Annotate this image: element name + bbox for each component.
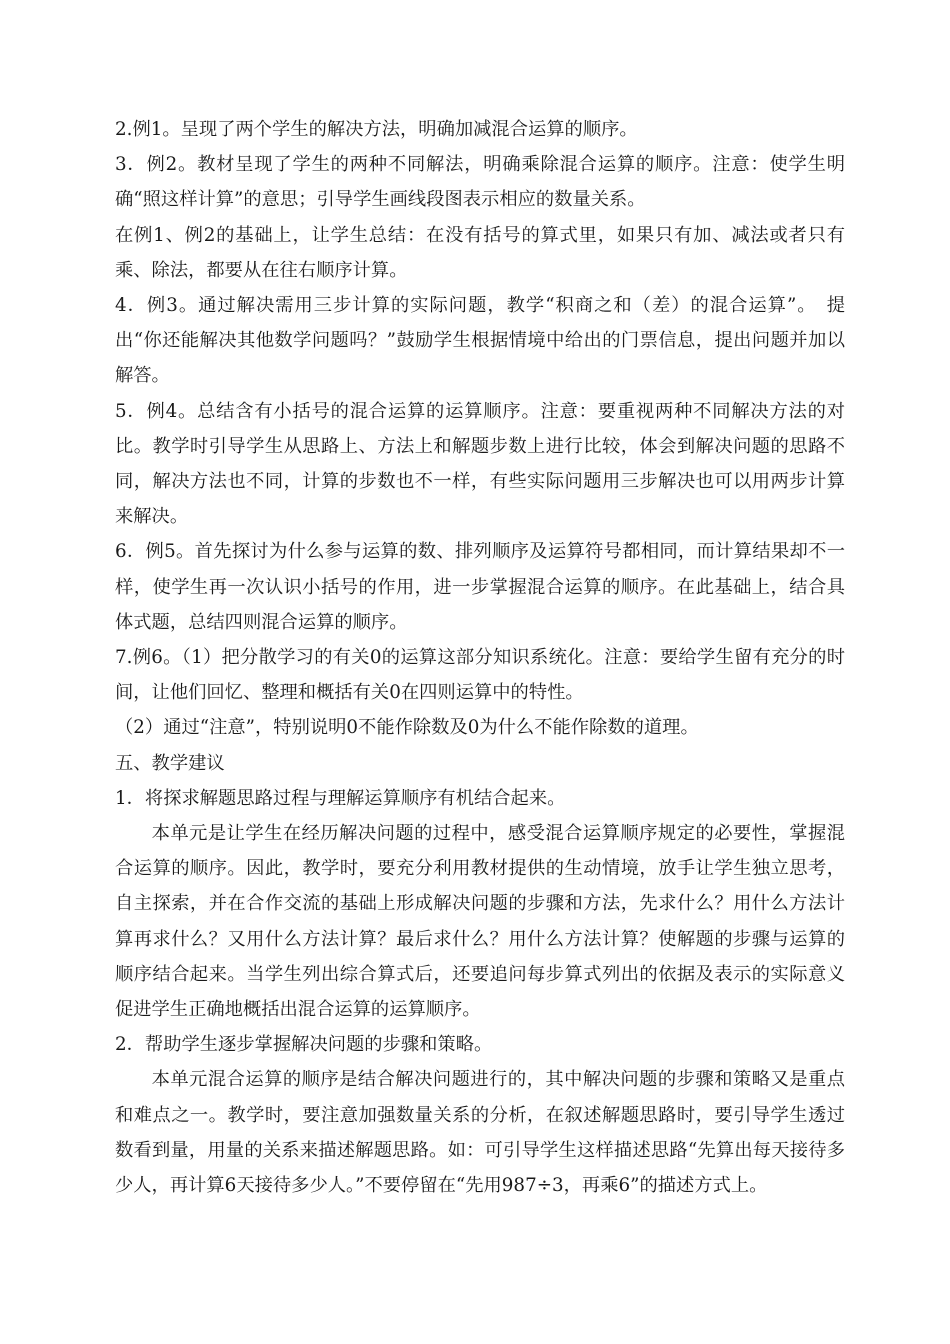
paragraph-example-1: 2.例1。呈现了两个学生的解决方法，明确加减混合运算的顺序。	[115, 119, 638, 140]
paragraph-example-2: 3．例2。教材呈现了学生的两种不同解法，明确乘除混合运算的顺序。注意：使学生明确“照这样计算”的意思；引导学生画线段图表示相应的数量关系。	[115, 154, 845, 211]
suggestion-2-heading: 2．帮助学生逐步掌握解决问题的步骤和策略。	[115, 1034, 493, 1056]
paragraph-example-5: 6．例5。首先探讨为什么参与运算的数、排列顺序及运算符号都相同，而计算结果却不一样，使学生再一次认识小括号的作用，进一步掌握混合运算的顺序。在此基础上，结合具体式题，总结四则混合运算的顺序。	[115, 541, 845, 633]
suggestion-1-heading: 1．将探求解题思路过程与理解运算顺序有机结合起来。	[115, 787, 566, 809]
document-body	[115, 112, 845, 1203]
section-heading-teaching-suggestions: 五、教学建议	[115, 752, 225, 774]
suggestion-1-body: 本单元是让学生在经历解决问题的过程中，感受混合运算顺序规定的必要性，掌握混合运算的顺序。因此，教学时，要充分利用教材提供的生动情境，放手让学生独立思考，自主探索，并在合作交流的基础上形成解决问题的步骤和方法，先求什么？用什么方法计算再求什么？又用什么方法计算？最后求什么？用什么方法计算？使解题的步骤与运算的顺序结合起来。当学生列出综合算式后，还要追问每步算式列出的依据及表示的实际意义促进学生正确地概括出混合运算的运算顺序。	[115, 823, 845, 1021]
paragraph-example-6: 7.例6。（1）把分散学习的有关0的运算这部分知识系统化。注意：要给学生留有充分的时间，让他们回忆、整理和概括有关0在四则运算中的特性。	[115, 647, 845, 704]
paragraph-example-6-note: （2）通过“注意”，特别说明0不能作除数及0为什么不能作除数的道理。	[115, 717, 699, 739]
paragraph-example-4: 5．例4。总结含有小括号的混合运算的运算顺序。注意：要重视两种不同解决方法的对比。教学时引导学生从思路上、方法上和解题步数上进行比较，体会到解决问题的思路不同，解决方法也不同，计算的步数也不一样，有些实际问题用三步解决也可以用两步计算来解决。	[115, 400, 845, 528]
paragraph-summary-1-2: 在例1、例2的基础上，让学生总结：在没有括号的算式里，如果只有加、减法或者只有乘、除法，都要从在往右顺序计算。	[115, 224, 845, 281]
paragraph-example-3: 4．例3。通过解决需用三步计算的实际问题，教学“积商之和（差）的混合运算”。 提出“你还能解决其他数学问题吗？”鼓励学生根据情境中给出的门票信息，提出问题并加以解答。	[115, 295, 845, 387]
suggestion-2-body: 本单元混合运算的顺序是结合解决问题进行的，其中解决问题的步骤和策略又是重点和难点之一。教学时，要注意加强数量关系的分析，在叙述解题思路时，要引导学生透过数看到量，用量的关系来描述解题思路。如：可引导学生这样描述思路“先算出每天接待多少人，再计算6天接待多少人。”不要停留在“先用987÷3，再乘6”的描述方式上。	[115, 1069, 845, 1197]
